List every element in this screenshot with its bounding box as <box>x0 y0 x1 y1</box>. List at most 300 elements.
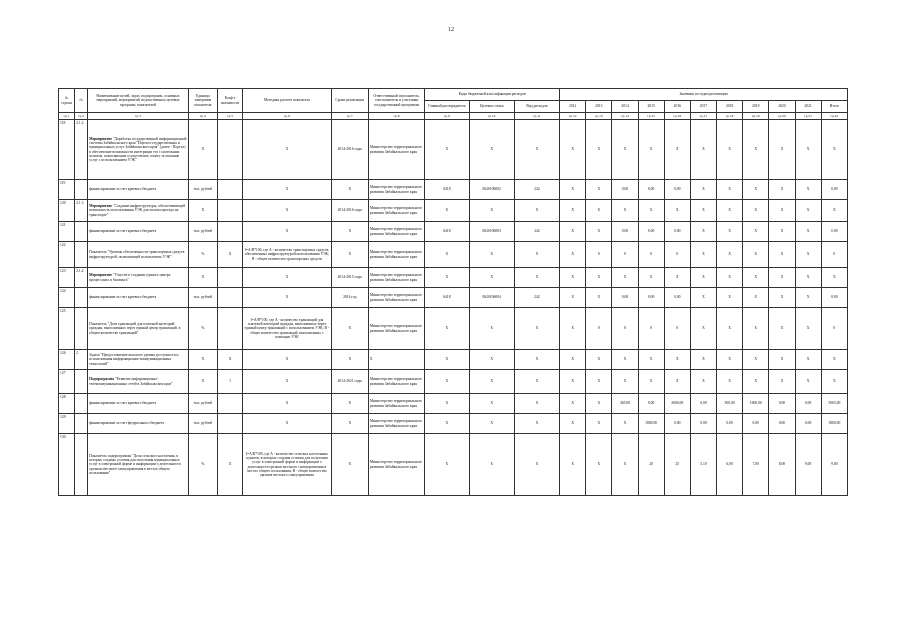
col-year: 2012 <box>560 101 586 113</box>
year-value-cell: Х <box>717 200 743 222</box>
col-year: 2021 <box>795 101 821 113</box>
year-value-cell: 0 <box>612 308 638 350</box>
item-number-cell <box>75 414 88 434</box>
year-value-cell: 0 <box>586 242 612 268</box>
budget-manager-cell: Х <box>425 414 469 434</box>
unit-cell: тыс. рублей <box>188 394 217 414</box>
term-cell: 2014-2016 годы <box>331 200 368 222</box>
year-value-cell: Х <box>743 222 769 242</box>
coef-cell <box>217 288 242 308</box>
year-value-cell: Х <box>717 180 743 200</box>
year-value-cell: 0,00 <box>690 394 716 414</box>
budget-manager-cell: 6418 <box>425 288 469 308</box>
unit-cell: % <box>188 434 217 496</box>
column-number-cell: гр.5 <box>217 113 242 120</box>
unit-cell: тыс. рублей <box>188 222 217 242</box>
column-number-cell: гр.19 <box>743 113 769 120</box>
column-number-cell: гр.9 <box>425 113 469 120</box>
col-year: 2019 <box>743 101 769 113</box>
method-cell: Х <box>243 414 332 434</box>
budget-type-cell: 242 <box>514 288 559 308</box>
column-number-cell: гр.7 <box>331 113 368 120</box>
method-cell: Х <box>243 394 332 414</box>
year-value-cell: Х <box>586 394 612 414</box>
page-number: 12 <box>448 27 454 33</box>
year-value-cell: 0,00 <box>769 394 795 414</box>
col-budget-type: Вид расходов <box>514 101 559 113</box>
year-value-cell: Х <box>638 200 664 222</box>
column-number-cell: гр.4 <box>188 113 217 120</box>
row-number-cell: 128 <box>59 394 75 414</box>
year-value-cell: Х <box>664 268 690 288</box>
year-value-cell: Х <box>560 350 586 370</box>
item-name-cell <box>88 222 189 242</box>
table-body <box>59 120 848 496</box>
budget-type-cell: Х <box>514 120 559 180</box>
year-value-cell: Х <box>560 180 586 200</box>
item-name-cell <box>88 434 189 496</box>
row-number-cell: 129 <box>59 414 75 434</box>
year-value-cell: Х <box>586 414 612 434</box>
item-number-cell <box>75 434 88 496</box>
item-type-label: Мероприятие <box>89 204 113 209</box>
term-cell: 2014-2015 годы <box>331 268 368 288</box>
term-cell: Х <box>331 242 368 268</box>
term-cell: Х <box>331 308 368 350</box>
budget-manager-cell: Х <box>425 268 469 288</box>
item-name-cell <box>88 288 189 308</box>
unit-cell: тыс. рублей <box>188 180 217 200</box>
item-name-cell <box>88 180 189 200</box>
budget-article-cell: Х <box>469 394 514 414</box>
table-row <box>59 350 848 370</box>
budget-type-cell: Х <box>514 200 559 222</box>
col-year: 2016 <box>664 101 690 113</box>
item-number-cell <box>75 394 88 414</box>
year-value-cell: Х <box>560 434 586 496</box>
col-budget-article: Целевая статья <box>469 101 514 113</box>
year-value-cell: Х <box>586 268 612 288</box>
coef-cell: Х <box>217 434 242 496</box>
year-value-cell: Х <box>586 288 612 308</box>
budget-type-cell: Х <box>514 268 559 288</box>
year-value-cell: Х <box>690 370 716 394</box>
method-cell: Х <box>243 120 332 180</box>
item-number-cell: 2 <box>75 350 88 370</box>
year-value-cell: Х <box>717 222 743 242</box>
total-value-cell: 0 <box>821 308 847 350</box>
table-row <box>59 308 848 350</box>
table-row <box>59 180 848 200</box>
responsible-cell: Х <box>368 350 424 370</box>
year-value-cell: Х <box>717 242 743 268</box>
year-value-cell: Х <box>560 308 586 350</box>
column-number-cell: гр.22 <box>821 113 847 120</box>
year-value-cell: 0 <box>664 242 690 268</box>
column-number-cell: гр.21 <box>795 113 821 120</box>
total-value-cell: 0,00 <box>821 288 847 308</box>
budget-article-cell: Х <box>469 120 514 180</box>
column-number-cell: гр.18 <box>717 113 743 120</box>
coef-cell <box>217 200 242 222</box>
year-value-cell: Х <box>795 242 821 268</box>
year-value-cell: Х <box>560 200 586 222</box>
item-name-text: финансирование за счет федерального бюджета <box>89 421 165 426</box>
year-value-cell: 0,00 <box>795 414 821 434</box>
row-number-cell: 126 <box>59 350 75 370</box>
year-value-cell: Х <box>664 200 690 222</box>
table-row <box>59 394 848 414</box>
year-value-cell: Х <box>690 288 716 308</box>
year-value-cell: Х <box>769 200 795 222</box>
year-value-cell: Х <box>795 180 821 200</box>
coef-cell <box>217 414 242 434</box>
responsible-cell: Министерство территориального развития Забайкальского края <box>368 288 424 308</box>
year-value-cell: Х <box>769 268 795 288</box>
item-name-text: финансирование за счет краевого бюджета <box>89 295 157 300</box>
column-number-cell: гр.10 <box>469 113 514 120</box>
year-value-cell: 25 <box>664 434 690 496</box>
budget-manager-cell: Х <box>425 242 469 268</box>
budget-type-cell: 242 <box>514 180 559 200</box>
unit-cell: Х <box>188 200 217 222</box>
year-value-cell: Х <box>560 268 586 288</box>
column-number-cell: гр.13 <box>586 113 612 120</box>
year-value-cell: 0 <box>586 308 612 350</box>
year-value-cell: Х <box>560 370 586 394</box>
year-value-cell: Х <box>717 308 743 350</box>
year-value-cell: Х <box>690 308 716 350</box>
total-value-cell: 9,00 <box>821 434 847 496</box>
col-responsible: Ответственный исполнитель, соисполнитель и участники государственной программы <box>368 89 424 113</box>
column-number-cell: гр.20 <box>769 113 795 120</box>
coef-cell <box>217 308 242 350</box>
col-total: Итого <box>821 101 847 113</box>
column-number-cell: гр.16 <box>664 113 690 120</box>
year-value-cell: 0,00 <box>690 414 716 434</box>
year-value-cell: Х <box>586 180 612 200</box>
item-name-cell <box>88 200 189 222</box>
year-value-cell: Х <box>717 268 743 288</box>
total-value-cell: Х <box>821 370 847 394</box>
year-value-cell: 0 <box>612 242 638 268</box>
budget-manager-cell: Х <box>425 308 469 350</box>
year-value-cell: 0 <box>664 308 690 350</box>
item-number-cell <box>75 180 88 200</box>
year-value-cell: Х <box>690 222 716 242</box>
year-value-cell: Х <box>664 120 690 180</box>
method-cell: Х <box>243 200 332 222</box>
budget-article-cell: Х <box>469 350 514 370</box>
row-number-cell: 120 <box>59 200 75 222</box>
year-value-cell: Х <box>795 222 821 242</box>
year-value-cell: Х <box>717 288 743 308</box>
item-name-text: "Создание инфраструктуры, обеспечивающей возможность использования УЭК для оплаты проезда на транспорте" <box>89 204 186 217</box>
item-name-cell <box>88 268 189 288</box>
coef-cell: Х <box>217 350 242 370</box>
col-year: 2013 <box>586 101 612 113</box>
coef-cell: Х <box>217 242 242 268</box>
year-value-cell: 2600,00 <box>664 394 690 414</box>
item-name-cell <box>88 370 189 394</box>
total-value-cell: 0 <box>821 242 847 268</box>
year-value-cell: Х <box>560 242 586 268</box>
col-year: 2017 <box>690 101 716 113</box>
budget-article-cell: 0620106003 <box>469 222 514 242</box>
year-value-cell: Х <box>743 370 769 394</box>
column-number-cell: гр.8 <box>368 113 424 120</box>
coef-cell <box>217 180 242 200</box>
coef-cell <box>217 394 242 414</box>
item-name-text: "Доработка государственной информационной системы Забайкальского края "Портал государственных и муниципальных услуг Забайкальского края" (далее - Портал) в обеспечение возможности интеграции его с платежным шлюзом, позволяющим осуществлять оплату за оказание услуг с использованием УЭК" <box>89 136 187 162</box>
col-budget-manager: Главный распорядитель <box>425 101 469 113</box>
year-value-cell: Х <box>795 268 821 288</box>
coef-cell <box>217 120 242 180</box>
item-name-text: Задача "Предоставление высокого уровня доступности и использования информационно-коммуникационных технологий" <box>89 353 179 366</box>
year-value-cell: Х <box>690 242 716 268</box>
unit-cell: Х <box>188 120 217 180</box>
budget-manager-cell: Х <box>425 394 469 414</box>
year-value-cell: 0,00 <box>743 414 769 434</box>
item-name-text: финансирование за счет краевого бюджета <box>89 401 157 406</box>
item-type-label: Мероприятие <box>89 273 113 278</box>
budget-article-cell: 0620106002 <box>469 180 514 200</box>
year-value-cell: Х <box>769 350 795 370</box>
year-value-cell: 0,00 <box>638 180 664 200</box>
year-value-cell: Х <box>560 288 586 308</box>
year-value-cell: 0,00 <box>769 414 795 434</box>
year-value-cell: Х <box>664 370 690 394</box>
col-year: 2020 <box>769 101 795 113</box>
budget-manager-cell: Х <box>425 434 469 496</box>
column-number-cell: гр.15 <box>638 113 664 120</box>
year-value-cell: 0,00 <box>664 414 690 434</box>
row-number-cell: 123 <box>59 268 75 288</box>
column-number-cell: гр.6 <box>243 113 332 120</box>
budget-article-cell: Х <box>469 414 514 434</box>
col-term: Сроки реализации <box>331 89 368 113</box>
unit-cell: тыс. рублей <box>188 414 217 434</box>
method-cell: I=A/B*100, где A - количество транспортных средств, обеспеченных инфраструктурой использования УЭК; B - общее количество транспортных средств <box>243 242 332 268</box>
year-value-cell: Х <box>769 308 795 350</box>
year-value-cell: 0,00 <box>717 414 743 434</box>
unit-cell: Х <box>188 370 217 394</box>
year-value-cell: Х <box>560 414 586 434</box>
year-value-cell: Х <box>612 370 638 394</box>
year-value-cell: 0,00 <box>664 222 690 242</box>
year-value-cell: 0,00 <box>664 288 690 308</box>
responsible-cell: Министерство территориального развития Забайкальского края <box>368 414 424 434</box>
item-name-text: "Развитие информационно-телекоммуникационных сетей в Забайкальском крае" <box>89 377 173 386</box>
year-value-cell: 1600,00 <box>743 394 769 414</box>
item-name-text: Показатель подпрограммы "Доля сельского населения, в которых созданы условия для получения муниципальных услуг в электронной форме и информации о деятельности органов местного самоуправления в местах общего пользования" <box>89 453 181 475</box>
year-value-cell: 365,00 <box>612 394 638 414</box>
year-value-cell: 0 <box>638 308 664 350</box>
year-value-cell: 0,00 <box>638 288 664 308</box>
item-number-cell <box>75 370 88 394</box>
responsible-cell: Министерство территориального развития Забайкальского края <box>368 180 424 200</box>
table-row <box>59 242 848 268</box>
year-value-cell: Х <box>638 120 664 180</box>
year-value-cell: Х <box>612 200 638 222</box>
total-value-cell: 1800,00 <box>821 414 847 434</box>
row-number-cell: 127 <box>59 370 75 394</box>
item-number-cell <box>75 308 88 350</box>
year-value-cell: Х <box>743 242 769 268</box>
method-cell: Х <box>243 370 332 394</box>
year-value-cell: Х <box>795 308 821 350</box>
year-value-cell: 0,00 <box>612 180 638 200</box>
year-value-cell: 0,00 <box>612 288 638 308</box>
budget-manager-cell: 6418 <box>425 222 469 242</box>
budget-article-cell: Х <box>469 370 514 394</box>
table-header <box>59 89 848 120</box>
responsible-cell: Министерство территориального развития Забайкальского края <box>368 120 424 180</box>
year-value-cell: 9,00 <box>795 434 821 496</box>
year-value-cell: Х <box>769 180 795 200</box>
year-value-cell: Х <box>638 370 664 394</box>
year-value-cell: Х <box>612 434 638 496</box>
unit-cell: тыс. рублей <box>188 288 217 308</box>
responsible-cell: Министерство территориального развития Забайкальского края <box>368 394 424 414</box>
budget-article-cell: Х <box>469 308 514 350</box>
year-value-cell: Х <box>743 200 769 222</box>
method-cell: I=A/B*100, где A - количество транзакций для платежей категорий граждан, выполненных через единый центр транзакций с использованием УЭК; B - общее количество транзакций, выполненных с помощью УЭК <box>243 308 332 350</box>
row-number-cell: 118 <box>59 120 75 180</box>
table-row <box>59 370 848 394</box>
year-value-cell: Х <box>769 222 795 242</box>
unit-cell: Х <box>188 350 217 370</box>
table-row <box>59 120 848 180</box>
years-header: Значения по годам реализации <box>560 89 848 101</box>
responsible-cell: Министерство территориального развития Забайкальского края <box>368 242 424 268</box>
year-value-cell: 0,00 <box>664 180 690 200</box>
year-value-cell: 0 <box>638 242 664 268</box>
year-value-cell: Х <box>586 120 612 180</box>
method-cell: Х <box>243 222 332 242</box>
method-cell: Х <box>243 180 332 200</box>
item-number-cell <box>75 288 88 308</box>
table-row <box>59 288 848 308</box>
year-value-cell: 6,00 <box>717 434 743 496</box>
item-name-text: финансирование за счет краевого бюджета <box>89 229 157 234</box>
row-number-cell: 122 <box>59 242 75 268</box>
year-value-cell: Х <box>795 200 821 222</box>
budget-article-cell: Х <box>469 242 514 268</box>
year-value-cell: Х <box>638 350 664 370</box>
year-value-cell: 0,00 <box>638 222 664 242</box>
year-value-cell: Х <box>743 308 769 350</box>
col-row-number: № строки <box>59 89 75 113</box>
item-name-text: финансирование за счет краевого бюджета <box>89 187 157 192</box>
year-value-cell: 20 <box>638 434 664 496</box>
year-value-cell: 0,00 <box>612 222 638 242</box>
year-value-cell: Х <box>690 200 716 222</box>
row-number-cell: 125 <box>59 308 75 350</box>
budget-type-cell: Х <box>514 414 559 434</box>
budget-manager-cell: Х <box>425 120 469 180</box>
total-value-cell: Х <box>821 200 847 222</box>
year-value-cell: Х <box>690 120 716 180</box>
column-numbers-row <box>59 113 848 120</box>
year-value-cell: Х <box>690 268 716 288</box>
responsible-cell: Министерство территориального развития Забайкальского края <box>368 370 424 394</box>
coef-cell: 1 <box>217 370 242 394</box>
item-number-cell <box>75 242 88 268</box>
method-cell: Х <box>243 288 332 308</box>
item-type-label: Мероприятие <box>89 136 113 141</box>
col-year: 2014 <box>612 101 638 113</box>
budget-article-cell: Х <box>469 268 514 288</box>
total-value-cell: Х <box>821 268 847 288</box>
row-number-cell: 121 <box>59 222 75 242</box>
table-row <box>59 414 848 434</box>
item-name-text: Показатель "Уровень обеспеченности транспортных средств инфраструктурой, позволяющей использовать УЭК" <box>89 250 185 259</box>
year-value-cell: Х <box>560 394 586 414</box>
year-value-cell: Х <box>769 242 795 268</box>
year-value-cell: Х <box>795 288 821 308</box>
item-name-text: "Участие в создании единого центра процессинга и биллинга" <box>89 273 171 282</box>
col-number: № <box>75 89 88 113</box>
col-unit: Единица измерения показателя <box>188 89 217 113</box>
year-value-cell: Х <box>690 350 716 370</box>
coef-cell <box>217 222 242 242</box>
item-name-cell <box>88 394 189 414</box>
year-value-cell: Х <box>612 268 638 288</box>
program-table <box>58 88 848 496</box>
item-name-text: Показатель "Доля транзакций для платежей категорий граждан, выполненных через единый центр транзакций, в общем количестве транзакций" <box>89 322 181 335</box>
table-row <box>59 200 848 222</box>
col-name: Наименование целей, задач, подпрограмм, основных мероприятий, мероприятий, ведомственных целевых программ, показателей <box>88 89 189 113</box>
column-number-cell: гр.1 <box>59 113 75 120</box>
year-value-cell: Х <box>795 370 821 394</box>
budget-manager-cell: Х <box>425 200 469 222</box>
unit-cell: Х <box>188 268 217 288</box>
responsible-cell: Министерство территориального развития Забайкальского края <box>368 308 424 350</box>
item-name-cell <box>88 120 189 180</box>
col-method: Методика расчета показателя <box>243 89 332 113</box>
item-name-cell <box>88 308 189 350</box>
year-value-cell: Х <box>612 350 638 370</box>
item-number-cell: 2.1.4 <box>75 268 88 288</box>
budget-type-cell: Х <box>514 308 559 350</box>
year-value-cell: Х <box>795 350 821 370</box>
term-cell: Х <box>331 180 368 200</box>
total-value-cell: Х <box>821 350 847 370</box>
term-cell: Х <box>331 350 368 370</box>
year-value-cell: 0,00 <box>795 394 821 414</box>
year-value-cell: Х <box>795 120 821 180</box>
term-cell: Х <box>331 414 368 434</box>
row-number-cell: 119 <box>59 180 75 200</box>
year-value-cell: Х <box>690 180 716 200</box>
year-value-cell: Х <box>664 350 690 370</box>
year-value-cell: Х <box>560 120 586 180</box>
year-value-cell: 8,00 <box>769 434 795 496</box>
item-name-cell <box>88 414 189 434</box>
budget-manager-cell: Х <box>425 350 469 370</box>
total-value-cell: 0,00 <box>821 222 847 242</box>
item-number-cell <box>75 222 88 242</box>
year-value-cell: Х <box>560 222 586 242</box>
row-number-cell: 124 <box>59 288 75 308</box>
col-coef: Коэф-т значимости <box>217 89 242 113</box>
year-value-cell: 7,00 <box>743 434 769 496</box>
year-value-cell: Х <box>769 288 795 308</box>
method-cell: Х <box>243 268 332 288</box>
budget-type-cell: Х <box>514 434 559 496</box>
responsible-cell: Министерство территориального развития Забайкальского края <box>368 200 424 222</box>
